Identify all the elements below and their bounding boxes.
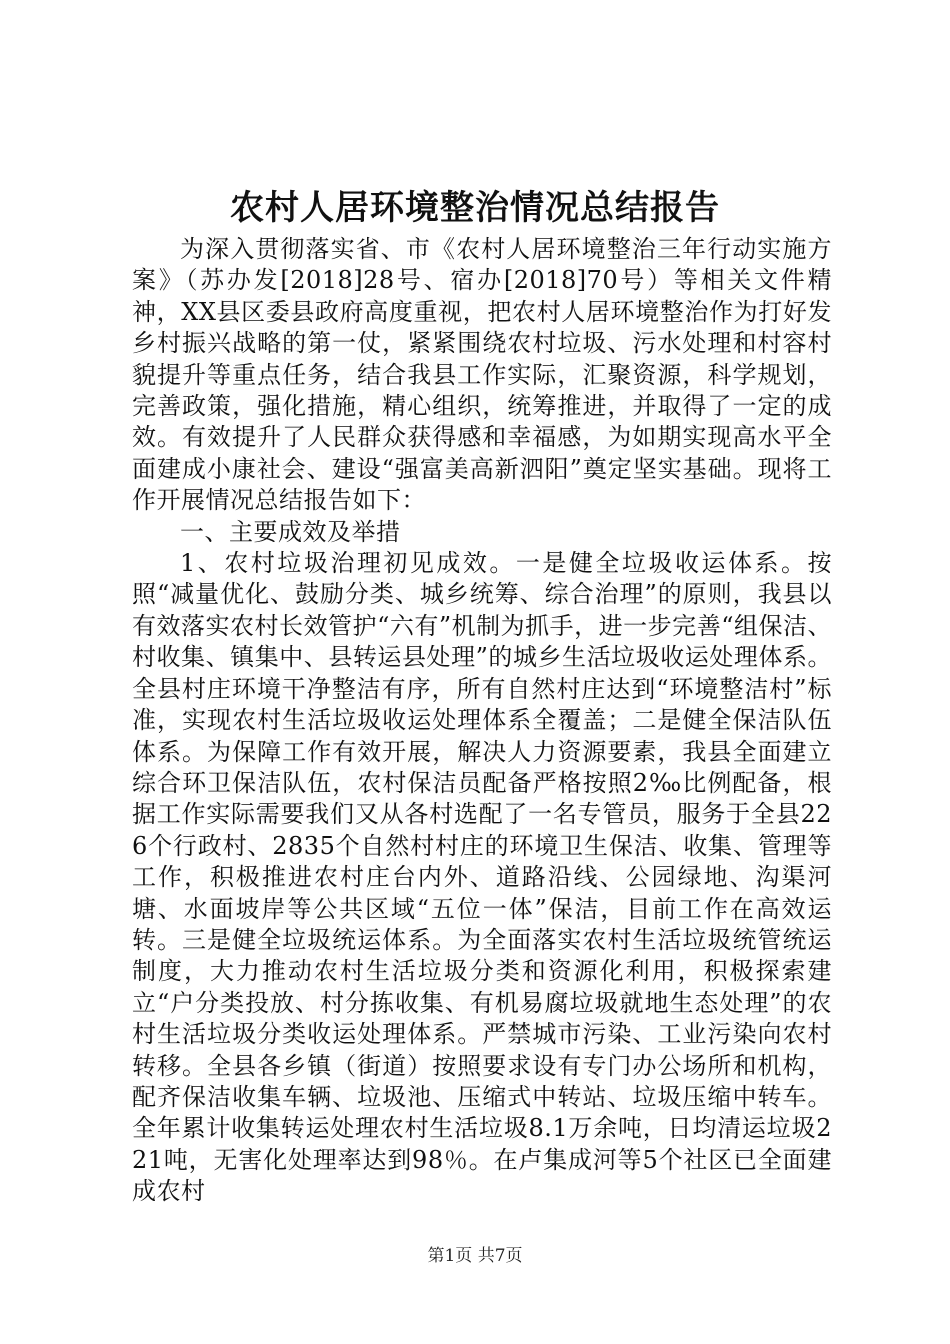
document-body <box>132 234 832 1208</box>
section-heading: 一、主要成效及举措 <box>180 517 401 546</box>
page-footer: 第1页 共7页 <box>427 1246 523 1266</box>
intro-paragraph: 为深入贯彻落实省、市《农村人居环境整治三年行动实施方案》（苏办发[2018]28号、宿办[2018]70号）等相关文件精神，XX县区委县政府高度重视，把农村人居环境整治作为打好发乡村振兴战略的第一仗，紧紧围绕农村垃圾、污水处理和村容村貌提升等重点任务，结合我县工作实际，汇聚资源，科学规划，完善政策，强化措施，精心组织，统筹推进，并取得了一定的成效。有效提升了人民群众获得感和幸福感，为如期实现高水平全面建成小康社会、建设“强富美高新泗阳”奠定坚实基础。现将工作开展情况总结报告如下： <box>132 235 832 515</box>
document-title: 农村人居环境整治情况总结报告 <box>230 188 720 228</box>
item-paragraph: 1、农村垃圾治理初见成效。一是健全垃圾收运体系。按照“减量优化、鼓励分类、城乡统筹、综合治理”的原则，我县以有效落实农村长效管护“六有”机制为抓手，进一步完善“组保洁、村收集、镇集中、县转运县处理”的城乡生活垃圾收运处理体系。全县村庄环境干净整洁有序，所有自然村庄达到“环境整洁村”标准，实现农村生活垃圾收运处理体系全覆盖；二是健全保洁队伍体系。为保障工作有效开展，解决人力资源要素，我县全面建立综合环卫保洁队伍，农村保洁员配备严格按照2‰比例配备，根据工作实际需要我们又从各村选配了一名专管员，服务于全县226个行政村、2835个自然村村庄的环境卫生保洁、收集、管理等工作，积极推进农村庄台内外、道路沿线、公园绿地、沟渠河塘、水面坡岸等公共区域“五位一体”保洁，目前工作在高效运转。三是健全垃圾统运体系。为全面落实农村生活垃圾统管统运制度，大力推动农村生活垃圾分类和资源化利用，积极探索建立“户分类投放、村分拣收集、有机易腐垃圾就地生态处理”的农村生活垃圾分类收运处理体系。严禁城市污染、工业污染向农村转移。全县各乡镇（街道）按照要求设有专门办公场所和机构，配齐保洁收集车辆、垃圾池、压缩式中转站、垃圾压缩中转车。全年累计收集转运处理农村生活垃圾8.1万余吨，日均清运垃圾221吨，无害化处理率达到98％。在卢集成河等5个社区已全面建成农村 <box>132 549 832 1206</box>
